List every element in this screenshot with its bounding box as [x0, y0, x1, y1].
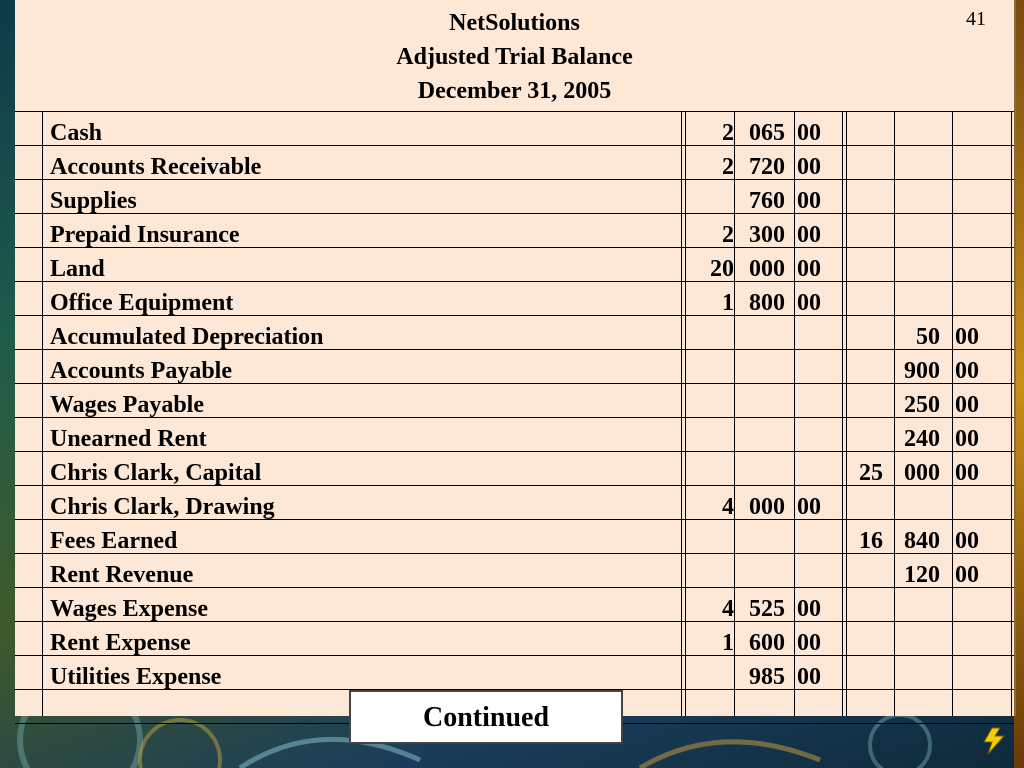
table-row [15, 316, 1014, 350]
credit-cents: 00 [955, 426, 979, 452]
debit-thousands [682, 554, 734, 587]
table-row [15, 452, 1014, 486]
credit-cents [955, 690, 991, 723]
debit-hundreds [737, 350, 785, 383]
credit-hundreds [897, 214, 940, 247]
debit-thousands [682, 384, 734, 417]
page-number: 41 [966, 8, 986, 30]
table-row [15, 214, 1014, 248]
debit-hundreds: 065 [749, 120, 785, 146]
credit-thousands [848, 248, 883, 281]
lightning-bolt-icon [980, 726, 1010, 756]
credit-thousands [848, 588, 883, 621]
debit-cents: 00 [797, 596, 821, 622]
credit-thousands: 25 [859, 460, 883, 486]
debit-hundreds: 985 [749, 664, 785, 690]
ledger-grid [15, 112, 1014, 716]
debit-hundreds [737, 554, 785, 587]
credit-hundreds [897, 112, 940, 145]
credit-thousands [848, 486, 883, 519]
debit-thousands: 20 [710, 256, 734, 282]
account-name: Prepaid Insurance [50, 222, 240, 248]
credit-hundreds [897, 486, 940, 519]
table-row [15, 248, 1014, 282]
credit-thousands [848, 282, 883, 315]
account-name: Chris Clark, Capital [50, 460, 262, 486]
debit-hundreds: 800 [749, 290, 785, 316]
debit-cents [797, 690, 833, 723]
credit-hundreds [897, 282, 940, 315]
credit-cents: 00 [955, 392, 979, 418]
credit-hundreds: 50 [916, 324, 940, 350]
credit-thousands [848, 656, 883, 689]
credit-hundreds: 240 [904, 426, 940, 452]
trial-balance-sheet [15, 0, 1016, 716]
debit-thousands: 2 [722, 154, 734, 180]
credit-cents [955, 486, 991, 519]
company-name: NetSolutions [449, 10, 580, 36]
debit-hundreds: 525 [749, 596, 785, 622]
credit-cents [955, 180, 991, 213]
credit-hundreds: 250 [904, 392, 940, 418]
credit-thousands [848, 180, 883, 213]
credit-cents: 00 [955, 324, 979, 350]
credit-hundreds: 000 [904, 460, 940, 486]
account-name: Land [50, 256, 105, 282]
credit-thousands [848, 350, 883, 383]
account-name: Rent Expense [50, 630, 191, 656]
debit-cents [797, 384, 833, 417]
account-name: Unearned Rent [50, 426, 207, 452]
debit-thousands [682, 180, 734, 213]
continued-label: Continued [349, 690, 623, 744]
credit-cents: 00 [955, 528, 979, 554]
credit-cents: 00 [955, 562, 979, 588]
debit-hundreds [737, 418, 785, 451]
account-name: Wages Payable [50, 392, 204, 418]
debit-thousands [682, 452, 734, 485]
debit-cents: 00 [797, 664, 821, 690]
credit-thousands [848, 622, 883, 655]
table-row [15, 418, 1014, 452]
credit-thousands [848, 146, 883, 179]
account-name: Rent Revenue [50, 562, 194, 588]
account-name: Wages Expense [50, 596, 209, 622]
debit-thousands: 1 [722, 630, 734, 656]
debit-cents [797, 452, 833, 485]
debit-thousands: 2 [722, 222, 734, 248]
debit-cents [797, 350, 833, 383]
credit-thousands [848, 316, 883, 349]
debit-hundreds [737, 520, 785, 553]
credit-thousands [848, 690, 883, 723]
debit-thousands [682, 316, 734, 349]
account-name: Fees Earned [50, 528, 178, 554]
debit-thousands: 4 [722, 494, 734, 520]
debit-hundreds [737, 316, 785, 349]
credit-cents [955, 588, 991, 621]
credit-hundreds [897, 248, 940, 281]
credit-thousands [848, 112, 883, 145]
debit-cents: 00 [797, 154, 821, 180]
debit-thousands [682, 656, 734, 689]
debit-cents: 00 [797, 120, 821, 146]
credit-hundreds: 120 [904, 562, 940, 588]
credit-cents [955, 214, 991, 247]
debit-cents: 00 [797, 630, 821, 656]
credit-thousands [848, 384, 883, 417]
debit-thousands [682, 690, 734, 723]
table-row [15, 554, 1014, 588]
credit-hundreds: 840 [904, 528, 940, 554]
credit-cents [955, 112, 991, 145]
debit-thousands [682, 418, 734, 451]
debit-thousands: 1 [722, 290, 734, 316]
report-header [15, 0, 1014, 111]
debit-thousands: 2 [722, 120, 734, 146]
credit-hundreds: 900 [904, 358, 940, 384]
debit-hundreds [737, 384, 785, 417]
account-name: Office Equipment [50, 290, 234, 316]
report-date: December 31, 2005 [417, 78, 612, 104]
table-row [15, 146, 1014, 180]
credit-cents [955, 248, 991, 281]
credit-hundreds [897, 588, 940, 621]
credit-hundreds [897, 622, 940, 655]
debit-hundreds: 760 [749, 188, 785, 214]
credit-hundreds [897, 180, 940, 213]
credit-cents [955, 656, 991, 689]
table-row [15, 282, 1014, 316]
table-row [15, 520, 1014, 554]
debit-hundreds: 720 [749, 154, 785, 180]
account-name: Supplies [50, 188, 137, 214]
debit-hundreds: 000 [749, 256, 785, 282]
credit-hundreds [897, 690, 940, 723]
table-row [15, 112, 1014, 146]
debit-cents: 00 [797, 222, 821, 248]
debit-hundreds [737, 452, 785, 485]
debit-cents: 00 [797, 188, 821, 214]
credit-cents: 00 [955, 460, 979, 486]
account-name: Utilities Expense [50, 664, 222, 690]
debit-cents: 00 [797, 494, 821, 520]
credit-thousands [848, 418, 883, 451]
account-name: Chris Clark, Drawing [50, 494, 275, 520]
debit-thousands [682, 350, 734, 383]
debit-thousands: 4 [722, 596, 734, 622]
report-title: Adjusted Trial Balance [396, 44, 633, 70]
account-name: Accounts Receivable [50, 154, 262, 180]
debit-hundreds: 000 [749, 494, 785, 520]
account-name: Accounts Payable [50, 358, 232, 384]
debit-hundreds [737, 690, 785, 723]
debit-cents [797, 418, 833, 451]
credit-cents [955, 282, 991, 315]
credit-thousands [848, 554, 883, 587]
debit-hundreds: 600 [749, 630, 785, 656]
credit-cents [955, 622, 991, 655]
account-name: Accumulated Depreciation [50, 324, 324, 350]
account-name: Cash [50, 120, 103, 146]
debit-cents: 00 [797, 256, 821, 282]
credit-thousands [848, 214, 883, 247]
debit-hundreds: 300 [749, 222, 785, 248]
debit-cents: 00 [797, 290, 821, 316]
credit-cents [955, 146, 991, 179]
credit-thousands: 16 [859, 528, 883, 554]
credit-cents: 00 [955, 358, 979, 384]
credit-hundreds [897, 146, 940, 179]
debit-cents [797, 316, 833, 349]
credit-hundreds [897, 656, 940, 689]
table-row [15, 384, 1014, 418]
debit-cents [797, 554, 833, 587]
table-row [15, 622, 1014, 656]
debit-cents [797, 520, 833, 553]
debit-thousands [682, 520, 734, 553]
table-row [15, 350, 1014, 384]
table-row [15, 656, 1014, 690]
table-row [15, 180, 1014, 214]
table-row [15, 588, 1014, 622]
table-row [15, 486, 1014, 520]
